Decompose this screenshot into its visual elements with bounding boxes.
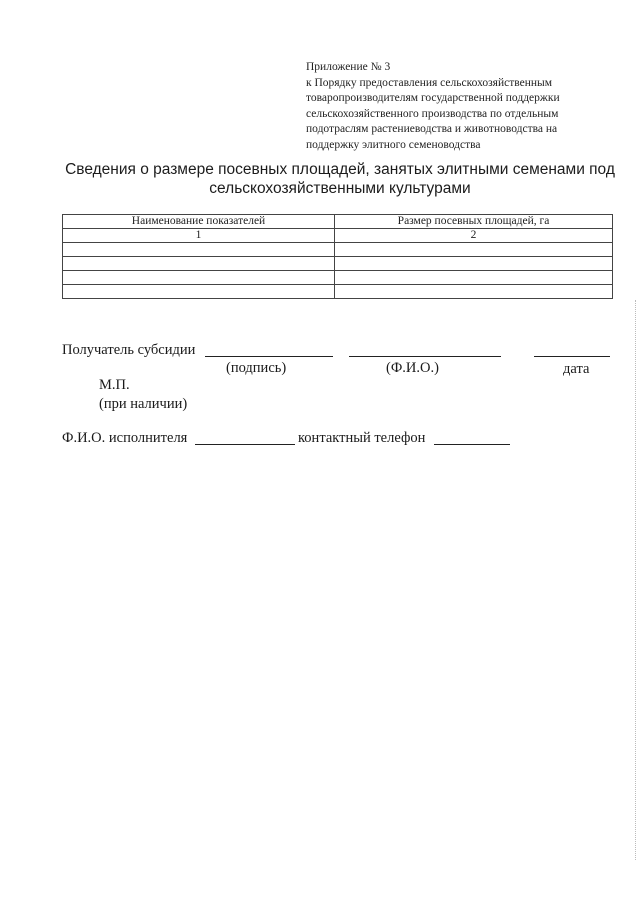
appendix-note: [306, 60, 606, 153]
header-indicator-name: Наименование показателей: [63, 215, 335, 229]
table-cell[interactable]: [335, 271, 613, 285]
table-cell[interactable]: [63, 285, 335, 299]
table-header-row: [63, 215, 613, 229]
recipient-label: Получатель субсидии: [62, 342, 196, 358]
appendix-line: Приложение № 3: [306, 61, 391, 73]
table-row: [63, 257, 613, 271]
document-title-line: сельскохозяйственными культурами: [209, 180, 471, 197]
date-caption: дата: [563, 361, 590, 377]
document-title: [60, 160, 620, 198]
table-numbering-row: [63, 229, 613, 243]
table-cell[interactable]: [63, 257, 335, 271]
appendix-line: сельскохозяйственного производства по отдельным: [306, 107, 559, 120]
document-title-line: Сведения о размере посевных площадей, занятых элитными семенами под: [65, 161, 615, 178]
name-field[interactable]: [349, 356, 501, 357]
table-cell[interactable]: [63, 271, 335, 285]
table-row: [63, 271, 613, 285]
appendix-line: товаропроизводителям государственной поддержки: [306, 92, 560, 104]
stamp-label: М.П.: [99, 377, 130, 393]
table-row: [63, 243, 613, 257]
appendix-line: к Порядку предоставления сельскохозяйственным: [306, 76, 553, 89]
column-number: 2: [335, 229, 613, 243]
phone-field[interactable]: [434, 444, 510, 445]
header-sown-area: Размер посевных площадей, га: [335, 215, 613, 229]
scan-edge: [635, 300, 637, 860]
signature-field[interactable]: [205, 356, 333, 357]
executor-name-field[interactable]: [195, 444, 295, 445]
indicators-table: [62, 214, 613, 299]
executor-label: Ф.И.О. исполнителя: [62, 430, 188, 446]
name-caption: (Ф.И.О.): [386, 360, 439, 376]
table-cell[interactable]: [335, 243, 613, 257]
column-number: 1: [63, 229, 335, 243]
table-cell[interactable]: [63, 243, 335, 257]
stamp-note: (при наличии): [99, 396, 188, 412]
phone-label: контактный телефон: [298, 430, 426, 446]
appendix-line: поддержку элитного семеноводства: [306, 138, 481, 151]
appendix-line: подотраслям растениеводства и животноводства на: [306, 123, 558, 135]
table-row: [63, 285, 613, 299]
date-field[interactable]: [534, 356, 610, 357]
table-cell[interactable]: [335, 285, 613, 299]
table-cell[interactable]: [335, 257, 613, 271]
signature-caption: (подпись): [226, 360, 287, 376]
